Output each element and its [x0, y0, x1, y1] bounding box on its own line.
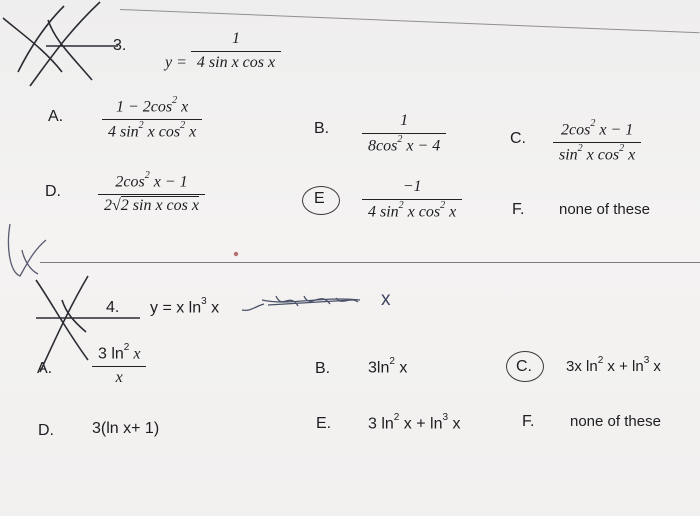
p4-option-c-expr: 3x $\ln^2 x + \ln^3 x$: [566, 355, 661, 375]
problem-3-number: 3.: [113, 37, 127, 54]
p4-option-d-label: D.: [38, 422, 54, 439]
p4-option-e-label: E.: [316, 415, 332, 432]
problem-3-lhs: y =: [165, 53, 187, 71]
scribble-work-icon: [242, 296, 360, 310]
p4-option-e-expr: 3 $\ln^2 x + \ln^3 x$: [368, 412, 461, 433]
p3-option-d-label: D.: [45, 183, 61, 200]
problem-4-function: y = x $\ln^3 x$: [150, 296, 220, 317]
p4-option-b-label: B.: [315, 360, 331, 377]
p4-option-a-expr: $\frac{3 \ln^2 x}{x}$: [92, 344, 146, 387]
p3-option-c-label: C.: [510, 130, 526, 147]
p3-option-e-expr: $\frac{-1}{4 \sin^2 x \cos^2 x}$: [362, 178, 462, 221]
wrong-mark-x-icon: [3, 2, 118, 86]
problem-3-numerator: 1: [232, 30, 240, 47]
p3-option-c-expr: $\frac{2\cos^2 x - 1}{\sin^2 x \cos^2 x}$: [553, 120, 641, 165]
problem-3-function: [165, 30, 281, 72]
p4-option-f-text: none of these: [570, 413, 661, 430]
middle-rule: [40, 262, 700, 263]
p3-option-f-text: none of these: [559, 201, 650, 218]
problem-3-fraction: [191, 30, 281, 72]
p3-option-a-label: A.: [48, 108, 64, 125]
sqrt-icon: √: [112, 197, 121, 215]
problem-3-denominator: 4 sin x cos x: [196, 54, 276, 71]
p4-option-c-label: C.: [516, 358, 532, 375]
p3-option-d-expr: $\frac{2\cos^2 x - 1}{\text{2√2 sin x cos x}}$: [98, 172, 205, 215]
problem-4-scribble-tail: x: [381, 289, 391, 310]
problem-4-number: 4.: [106, 299, 120, 316]
p4-option-f-label: F.: [522, 413, 535, 430]
p4-option-a-label: A.: [37, 360, 53, 377]
p3-option-f-label: F.: [512, 201, 525, 218]
dot-mark: [234, 252, 238, 256]
p4-option-b-expr: $3\ln^2$ x: [368, 356, 408, 377]
p3-option-b-expr: $\frac{1}{8\cos^2 x - 4}$: [362, 112, 446, 155]
p4-option-d-text: 3(ln x+ 1): [92, 420, 160, 437]
p3-option-a-expr: $\frac{1 - 2\cos^2 x}{4 \sin^2 x \cos^2 x}$: [102, 97, 202, 142]
check-scribble-icon: [8, 224, 46, 276]
p3-option-e-label: E: [314, 190, 325, 207]
p3-option-b-label: B.: [314, 120, 330, 137]
